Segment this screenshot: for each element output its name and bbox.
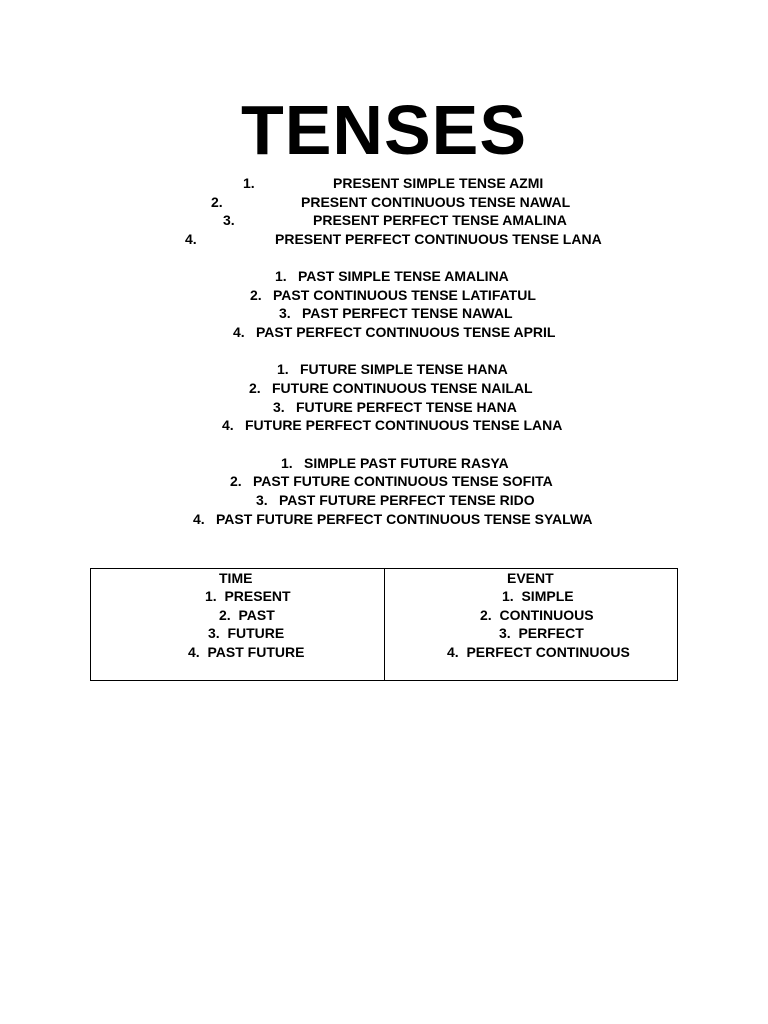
event-item: 2. CONTINUOUS: [480, 607, 594, 623]
list-text: PAST SIMPLE TENSE AMALINA: [298, 268, 509, 284]
time-item: 4. PAST FUTURE: [188, 644, 305, 660]
list-text: PAST FUTURE PERFECT CONTINUOUS TENSE SYALWA: [216, 511, 593, 527]
list-number: 3.: [256, 492, 268, 508]
list-number: 3.: [273, 399, 285, 415]
list-item: [0, 323, 768, 342]
list-item: [0, 304, 768, 323]
list-item: [0, 510, 768, 529]
event-item: 4. PERFECT CONTINUOUS: [447, 644, 630, 660]
list-number: 4.: [233, 324, 245, 340]
time-event-table: [90, 568, 678, 681]
time-header: TIME: [219, 570, 253, 586]
time-item: 1. PRESENT: [205, 588, 291, 604]
list-text: PAST PERFECT CONTINUOUS TENSE APRIL: [256, 324, 556, 340]
list-number: 1.: [281, 455, 293, 471]
table-divider: [384, 569, 385, 680]
list-item: [0, 174, 768, 193]
list-number: 2.: [211, 194, 223, 210]
list-item: [0, 398, 768, 417]
list-text: PRESENT SIMPLE TENSE AZMI: [333, 175, 544, 191]
list-item: [0, 360, 768, 379]
list-item: [0, 472, 768, 491]
list-number: 2.: [230, 473, 242, 489]
event-header: EVENT: [507, 570, 554, 586]
list-text: FUTURE PERFECT TENSE HANA: [296, 399, 517, 415]
list-item: [0, 193, 768, 212]
list-text: PAST CONTINUOUS TENSE LATIFATUL: [273, 287, 536, 303]
list-item: [0, 267, 768, 286]
list-number: 2.: [249, 380, 261, 396]
list-item: [0, 454, 768, 473]
list-text: PAST PERFECT TENSE NAWAL: [302, 305, 513, 321]
list-text: PRESENT PERFECT TENSE AMALINA: [313, 212, 567, 228]
event-item: 1. SIMPLE: [502, 588, 574, 604]
list-number: 1.: [243, 175, 255, 191]
list-number: 3.: [279, 305, 291, 321]
list-text: FUTURE CONTINUOUS TENSE NAILAL: [272, 380, 533, 396]
time-item: 3. FUTURE: [208, 625, 285, 641]
document-title: TENSES: [240, 91, 528, 169]
list-text: FUTURE SIMPLE TENSE HANA: [300, 361, 508, 377]
list-text: PAST FUTURE PERFECT TENSE RIDO: [279, 492, 535, 508]
list-number: 4.: [193, 511, 205, 527]
list-text: FUTURE PERFECT CONTINUOUS TENSE LANA: [245, 417, 563, 433]
list-text: SIMPLE PAST FUTURE RASYA: [304, 455, 509, 471]
list-item: [0, 211, 768, 230]
list-text: PRESENT PERFECT CONTINUOUS TENSE LANA: [275, 231, 602, 247]
list-item: [0, 286, 768, 305]
time-item: 2. PAST: [219, 607, 275, 623]
list-number: 4.: [222, 417, 234, 433]
list-number: 1.: [275, 268, 287, 284]
list-item: [0, 491, 768, 510]
list-number: 2.: [250, 287, 262, 303]
list-item: [0, 379, 768, 398]
event-item: 3. PERFECT: [499, 625, 584, 641]
list-item: [0, 230, 768, 249]
list-number: 1.: [277, 361, 289, 377]
list-item: [0, 416, 768, 435]
list-text: PRESENT CONTINUOUS TENSE NAWAL: [301, 194, 571, 210]
list-number: 4.: [185, 231, 197, 247]
list-number: 3.: [223, 212, 235, 228]
list-text: PAST FUTURE CONTINUOUS TENSE SOFITA: [253, 473, 553, 489]
